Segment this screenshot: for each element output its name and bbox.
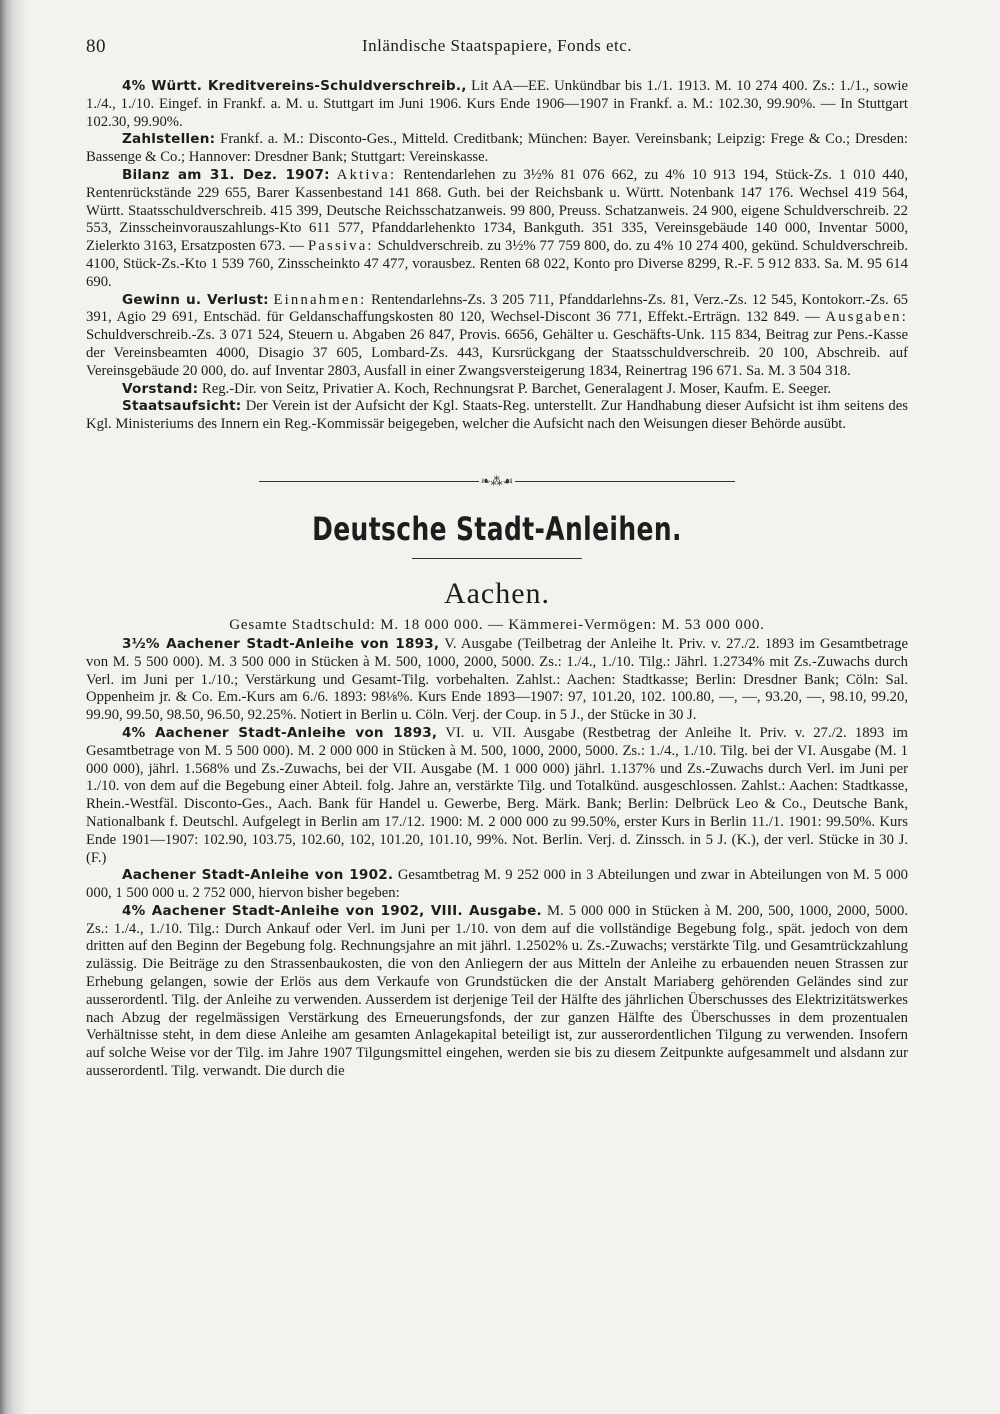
entry-title: Aachener Stadt-Anleihe von 1902. bbox=[122, 867, 394, 884]
bilanz-paragraph: Bilanz am 31. Dez. 1907: Aktiva: Rentendarlehen zu 3½% 81 076 662, zu 4% 10 913 194, Stück-Zs. 1 010 440, Rentenrückstände 229 655, Barer Kassenbestand 141 868. Guth. bei der Reichsbank u. Württ. Notenbank 147 176. Wechsel 419 564, Württ. Staatsschuldverschreib. 415 399, Deutsche Reichsschatzanweis. 99 800, Preuss. Schatzanweis. 24 900, eigene Schuldverschreib. 22 553, Zinsscheinvorauszahlungs-Kto 611 577, Pfanddarlehenkto 1734, Bankguth. 351 335, Vereinsgebäude 140 000, Inventar 5000, Zielerkto 3163, Ersatzposten 673. — Passiva: Schuldverschreib. zu 3½% 77 759 800, do. zu 4% 10 274 400, gekünd. Schuldverschreib. 4100, Stück-Zs.-Kto 1 539 760, Zinsscheinkto 47 477, vorausbez. Renten 68 022, Konto pro Diverse 8299, R.-F. 5 912 833. Sa. M. 95 614 690. bbox=[86, 166, 909, 290]
zahlstellen-label: Zahlstellen: bbox=[122, 131, 216, 148]
staatsaufsicht-paragraph: Staatsaufsicht: Der Verein ist der Aufsicht der Kgl. Staats-Reg. unterstellt. Zur Handhabung dieser Aufsicht ist ihm seitens des Kgl. Ministeriums des Innern ein Reg.-Kommissär beigegeben, welcher die Aufsicht nach den Weisungen dieser Behörde ausübt. bbox=[86, 398, 909, 433]
section-heading: Deutsche Stadt-Anleihen. bbox=[312, 509, 682, 548]
ausgaben-label: Ausgaben: bbox=[825, 309, 909, 326]
aachen-entry: Aachener Stadt-Anleihe von 1902. Gesamtbetrag M. 9 252 000 in 3 Abteilungen und zwar in Abteilungen von M. 5 000 000, 1 500 000 u. 2 752 000, hiervon bisher begeben: bbox=[86, 867, 909, 902]
running-title: Inländische Staatspapiere, Fonds etc. bbox=[361, 36, 633, 55]
divider-line-left bbox=[259, 481, 479, 482]
city-heading: Aachen. bbox=[443, 576, 551, 610]
guv-label: Gewinn u. Verlust: bbox=[122, 291, 269, 308]
running-head bbox=[86, 36, 908, 66]
vorstand-paragraph: Vorstand: Reg.-Dir. von Seitz, Privatier A. Koch, Rechnungsrat P. Barchet, Generalagent J. Moser, Kaufm. E. Seeger. bbox=[122, 380, 832, 397]
ornamental-divider bbox=[86, 472, 908, 488]
aachen-entry: 4% Aachener Stadt-Anleihe von 1902, VIII. Ausgabe. M. 5 000 000 in Stücken à M. 200, 500, 1000, 2000, 5000. Zs.: 1./4., 1./10. Tilg.: Durch Ankauf oder Verl. im Juni per 1./10. von dem auf die vollständige Begebung folg., spät. jedoch von dem dritten auf den Beginn der Begebung folg. Rechnungsjahre an mit jährl. 1.2502% u. Zs.-Zuwachs; verstärkte Tilg. und Gesamtrückzahlung zulässig. Die Beiträge zu den Strassenbaukosten, die von den Anliegern der aus Mitteln der Anleihe zu erbauenden neuen Strassen zur Erhebung gelangen, sowie der Erlös aus dem Verkaufe von Grundstücken die der Anstalt Mariaberg gehörenden Geländes sind zur ausserordentl. Tilg. der Anleihe zu verwenden. Ausserdem ist derjenige Teil der Hälfte des jährlichen Überschusses des Elektrizitätswerkes nach Abzug der regelmässigen Verstärkung des Erneuerungsfonds, der zur ganzen Hälfte des Überschusses in dem prozentualen Verhältnisse steht, in dem diese Anleihe am gesamten Anlagekapital beteiligt ist, zur ausserordentlichen Tilgung zu verwenden. Insofern auf solche Weise vor der Tilg. im Jahre 1907 Tilgungsmittel eingehen, werden sie bis zu diesem Zeitpunkte aufgesammelt und alsdann zur ausserordentl. Tilg. verwandt. Die durch die bbox=[86, 902, 909, 1080]
entry-title: 4% Aachener Stadt-Anleihe von 1902, VIII. Ausgabe. bbox=[122, 902, 542, 919]
vorstand-label: Vorstand: bbox=[122, 380, 199, 397]
einnahmen-label: Einnahmen: bbox=[273, 291, 367, 308]
entry-title: 4% Württ. Kreditvereins-Schuldverschreib., bbox=[122, 78, 467, 94]
zahlstellen-paragraph: Zahlstellen: Frankf. a. M.: Disconto-Ges., Mitteld. Creditbank; München: Bayer. Vereinsbank; Leipzig: Frege & Co.; Dresden: Bassenge & Co.; Hannover: Dresdner Bank; Stuttgart: Vereinskasse. bbox=[86, 131, 909, 166]
aachen-entry: 4% Aachener Stadt-Anleihe von 1893, VI. u. VII. Ausgabe (Restbetrag der Anleihe lt. Priv. v. 27./2. 1893 im Gesamtbetrage von M. 5 500 000). M. 2 000 000 in Stücken à M. 500, 1000, 2000, 5000. Zs.: 1./4., 1./10. Tilg. bei der VI. Ausgabe (M. 1 000 000), jährl. 1.568% und Zs.-Zuwachs, bei der VII. Ausgabe (M. 1 000 000) jährl. 1.137% und Zs.-Zuwachs durch Verl. im Juni per 1./10. von dem auf die Begebung einer Abteil. folg. Jahre an, verstärkte Tilg. und Totalkünd. ausgeschlossen. Zahlst.: Aachen: Stadtkasse, Rhein.-Westfäl. Disconto-Ges., Aach. Bank für Handel u. Gewerbe, Berg. Märk. Bank; Berlin: Delbrück Leo & Co., Deutsche Bank, Nationalbank f. Deutschl. Aufgelegt in Berlin am 17./12. 1900: M. 2 000 000 zu 99.50%, erster Kurs in Berlin 11./1. 1901: 99.50%. Kurs Ende 1901—1907: 102.90, 103.75, 102.60, 102, 101.20, 101.10, 99%. Not. Berlin. Verj. d. Zinssch. in 5 J. (K.), der verl. Stücke in 30 J. (F.) bbox=[86, 724, 908, 866]
book-gutter bbox=[0, 0, 30, 1414]
heading-rule bbox=[412, 558, 582, 559]
gewinn-verlust-paragraph: Gewinn u. Verlust: Einnahmen: Rentendarlehns-Zs. 3 205 711, Pfanddarlehns-Zs. 81, Verz.-Zs. 12 545, Kontokorr.-Zs. 65 391, Agio 29 691, Entschäd. für Geldanschaffungskosten 80 120, Wechsel-Discont 36 771, Effekt.-Erträgn. 132 849. — Ausgaben: Schuldverschreib.-Zs. 3 071 524, Steuern u. Abgaben 26 847, Provis. 6656, Gehälter u. Geschäfts-Unk. 115 834, Beitrag zur Pens.-Kasse der Vereinsbeamten 4000, Disagio 37 605, Lombard-Zs. 443, Kursrückgang der Staatsschuldverschreib. 20 100, Abschreib. auf Vereinsgebäude 20 000, do. auf Inventar 2803, Ausfall in einer Zwangsversteigerung 1834, Reinertrag 196 671. Sa. M. 3 504 318. bbox=[86, 291, 909, 379]
aachen-entry: 3½% Aachener Stadt-Anleihe von 1893, V. Ausgabe (Teilbetrag der Anleihe lt. Priv. v. 27./2. 1893 im Gesamtbetrage von M. 5 500 000). M. 3 500 000 in Stücken à M. 500, 1000, 2000, 5000. Zs.: 1./4., 1./10. Tilg.: Jährl. 1.2734% mit Zs.-Zuwachs durch Verl. im Juni per 1./10.; Verstärkung und Gesamt-Tilg. vorbehalten. Zahlst.: Aachen: Stadtkasse; Berlin: Dresdner Bank; Cöln: Sal. Oppenheim jr. & Co. Em.-Kurs am 6./6. 1893: 98⅛%. Kurs Ende 1893—1907: 97, 101.20, 102. 100.80, —, —, 93.20, —, 98.10, 99.20, 99.90, 99.50, 98.50, 96.50, 92.25%. Notiert in Berlin u. Cöln. Verj. der Coup. in 5 J., der Stücke in 30 J. bbox=[86, 635, 908, 724]
divider-ornament-icon: ❧⁂☙ bbox=[480, 473, 514, 488]
passiva-label: Passiva: bbox=[307, 238, 374, 255]
aachen-entries bbox=[86, 636, 908, 1081]
bilanz-label: Bilanz am 31. Dez. 1907: bbox=[122, 166, 330, 183]
staatsaufsicht-label: Staatsaufsicht: bbox=[122, 398, 242, 415]
divider-line-right bbox=[515, 481, 735, 482]
entry-title: 4% Aachener Stadt-Anleihe von 1893, bbox=[122, 724, 438, 741]
page-number: 80 bbox=[86, 36, 106, 57]
document-page bbox=[86, 36, 908, 1398]
city-debt-summary: Gesamte Stadtschuld: M. 18 000 000. — Kämmerei-Vermögen: M. 53 000 000. bbox=[229, 616, 765, 633]
entry-title: 3½% Aachener Stadt-Anleihe von 1893, bbox=[122, 635, 440, 652]
wuerttemberg-intro: 4% Württ. Kreditvereins-Schuldverschreib., Lit AA—EE. Unkündbar bis 1./1. 1913. M. 10 274 400. Zs.: 1./1., sowie 1./4., 1./10. Eingef. in Frankf. a. M. u. Stuttgart im Juni 1906. Kurs Ende 1906—1907 in Frankf. a. M.: 102.30, 99.90%. — In Stuttgart 102.30, 99.90%. bbox=[86, 78, 909, 130]
wuerttemberg-entry bbox=[86, 78, 908, 434]
aktiva-label: Aktiva: bbox=[336, 166, 397, 183]
